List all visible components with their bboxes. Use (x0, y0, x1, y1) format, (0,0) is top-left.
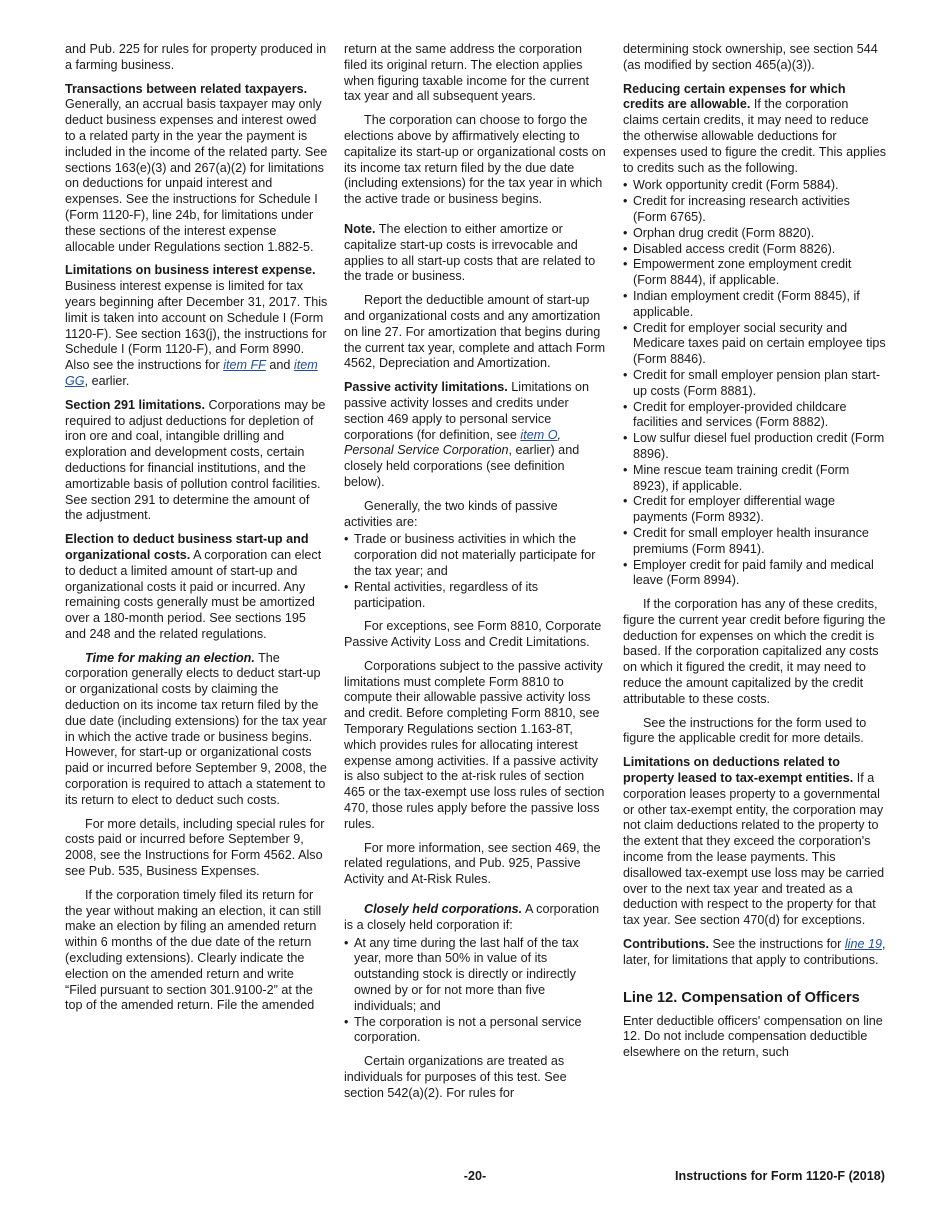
section-heading: Passive activity limitations. (344, 380, 508, 395)
section-text: Corporations may be required to adjust deductions for depletion of iron ore and coal, intangible drilling and exploration and development costs, certain deductions for financial institutions, and the amortizable basis of pollution control facilities. See section 291 to determine the amount of the adjustment. (65, 397, 326, 523)
column-3 (623, 42, 887, 1069)
paragraph: Enter deductible officers' compensation on line 12. Do not include compensation deductible elsewhere on the return, such (623, 1013, 883, 1060)
list-item: • The corporation is not a personal service corporation. (344, 1015, 608, 1047)
section-heading: Contributions. (623, 937, 710, 952)
section-text: A corporation can elect to deduct a limited amount of start-up and organizational costs it paid or incurred. Any remaining costs generally must be amortized over a 180-month period. See sections 195 and 248 and the related regulations. (65, 547, 322, 641)
related-taxpayers-section (65, 82, 328, 256)
time-election-section (65, 651, 328, 809)
paragraph: For exceptions, see Form 8810, Corporate Passive Activity Loss and Credit Limitations. (344, 619, 602, 650)
section-heading: Limitations on business interest expense. (65, 263, 316, 278)
line-12-heading: Line 12. Compensation of Officers (623, 989, 860, 1006)
paragraph: For more information, see section 469, the related regulations, and Pub. 925, Passive Activity and At-Risk Rules. (344, 840, 601, 887)
list-item: • Indian employment credit (Form 8845), if applicable. (623, 289, 887, 321)
section-heading: Reducing certain expenses for which credits are allowable. (623, 81, 846, 112)
list-item: • Trade or business activities in which the corporation did not materially participate for the tax year; and (344, 532, 608, 579)
list-item: • Low sulfur diesel fuel production credit (Form 8896). (623, 431, 887, 463)
conjunction: and (269, 358, 291, 373)
section-text: If the corporation claims certain credits, it may need to reduce the otherwise allowable deductions for expenses used to figure the credit. This applies to credits such as the following. (623, 97, 886, 175)
list-item: • Work opportunity credit (Form 5884). (623, 178, 887, 194)
section-text: If a corporation leases property to a governmental or other tax-exempt entity, the corporation may not claim deductions related to the property to the extent that they exceed the corporation's income from the lease payments. This disallowed tax-exempt use loss may be carried over to the next tax year and treated as a deduction with respect to the property for that tax year. See section 470(d) for exceptions. (623, 771, 885, 928)
paragraph: Report the deductible amount of start-up and organizational costs and any amortization on line 27. For amortization that begins during the current tax year, complete and attach Form 4562, Depreciation and Amortization. (344, 293, 606, 371)
list-item: • Disabled access credit (Form 8826). (623, 242, 887, 258)
list-item: • Empowerment zone employment credit (Form 8844), if applicable. (623, 257, 887, 289)
reducing-expenses-section (623, 82, 887, 177)
item-ff-link[interactable]: item FF (223, 358, 266, 373)
leased-property-section (623, 755, 887, 929)
emphasis-text: , Personal Service Corporation (344, 427, 561, 458)
section-text: Business interest expense is limited for tax years beginning after December 31, 2017. This limit is taken into account on Schedule I (Form 1120-F). See section 163(j), the instructions for Schedule I (Form 1120-F), and Form 8990. Also see the instructions for (65, 279, 328, 373)
list-item: • Credit for employer-provided childcare facilities and services (Form 8882). (623, 400, 887, 432)
section-text: , earlier) and closely held corporations (see definition below). (344, 443, 580, 489)
paragraph: If the corporation has any of these credits, figure the current year credit before figuring the deduction for expenses on which the credit is based. If the corporation capitalized any costs on which it figured the credit, it may need to reduce the amount capitalized by the credit attributable to these costs. (623, 597, 886, 706)
section-heading: Transactions between related taxpayers. (65, 81, 308, 96)
section-text-end: , earlier. (84, 373, 130, 388)
column-1 (65, 42, 328, 1022)
item-o-link[interactable]: item O (520, 427, 558, 442)
passive-kinds-list (344, 532, 608, 611)
line-19-link[interactable]: line 19 (844, 937, 882, 952)
section-heading: Limitations on deductions related to property leased to tax-exempt entities. (623, 755, 854, 786)
paragraph: For more details, including special rules for costs paid or incurred before September 9, 2008, see the Instructions for Form 4562. Also see Pub. 535, Business Expenses. (65, 816, 325, 879)
paragraph: return at the same address the corporation filed its original return. The election applies when figuring taxable income for the current tax year and all subsequent years. (344, 42, 590, 104)
subsection-heading: Closely held corporations. (364, 902, 523, 917)
section-heading: Section 291 limitations. (65, 397, 205, 412)
section-text: Limitations on passive activity losses and credits under section 469 apply to personal service corporations (for definition, see (344, 380, 589, 442)
list-item: • Credit for small employer health insurance premiums (Form 8941). (623, 526, 887, 558)
section-text: , later, for limitations that apply to contributions. (623, 937, 886, 967)
closely-held-list (344, 936, 608, 1047)
list-item: • Mine rescue team training credit (Form 8923), if applicable. (623, 463, 887, 495)
contributions-section (623, 937, 887, 969)
section-text: See the instructions for (712, 937, 842, 952)
page-number: -20- (463, 1169, 487, 1183)
section-text: The corporation generally elects to deduct start-up or organizational costs by claiming the deduction on its income tax return filed by the due date (including extensions) for the tax year in which the active trade or business begins. However, for start-up or organizational costs paid or incurred before September 9, 2008, the corporation is required to attach a statement to its return to elect to deduct such costs. (65, 650, 327, 807)
subsection-heading: Time for making an election. (85, 650, 255, 665)
section-291-section (65, 398, 328, 524)
list-item: • Credit for increasing research activities (Form 6765). (623, 194, 887, 226)
section-text: A corporation is a closely held corporation if: (344, 902, 600, 932)
list-item: • Credit for small employer pension plan start-up costs (Form 8881). (623, 368, 887, 400)
election-section (65, 532, 328, 643)
paragraph: Generally, the two kinds of passive activities are: (344, 498, 558, 529)
paragraph: The corporation can choose to forgo the elections above by affirmatively electing to capitalize its start-up or organizational costs on its income tax return filed by the due date (including extensions) for the tax year in which the active trade or business begins. (344, 113, 606, 207)
note-section (344, 222, 608, 285)
credits-list (623, 178, 887, 589)
paragraph: and Pub. 225 for rules for property produced in a farming business. (65, 42, 327, 72)
document-title: Instructions for Form 1120-F (2018) (675, 1169, 885, 1183)
section-heading: Election to deduct business start-up and organizational costs. (65, 532, 309, 562)
paragraph: Certain organizations are treated as individuals for purposes of this test. See section 542(a)(2). For rules for (344, 1054, 567, 1100)
business-interest-section (65, 263, 328, 389)
list-item: • Credit for employer differential wage payments (Form 8932). (623, 494, 887, 526)
section-text: The election to either amortize or capitalize start-up costs is irrevocable and applies to all start-up costs that are related to the trade or business. (344, 221, 596, 284)
paragraph: See the instructions for the form used to figure the applicable credit for more details. (623, 715, 867, 746)
list-item: • Orphan drug credit (Form 8820). (623, 226, 887, 242)
note-heading: Note. (344, 221, 376, 236)
item-gg-link[interactable]: item GG (65, 358, 318, 388)
paragraph: If the corporation timely filed its return for the year without making an election, it can still make an election by filing an amended return within 6 months of the due date of the return (excluding extensions). Clearly indicate the election on the amended return and write “Filed pursuant to section 301.9100-2” at the top of the amended return. File the amended (65, 887, 322, 1013)
paragraph: Corporations subject to the passive activity limitations must complete Form 8810 to compute their allowable passive activity loss and credit. Before completing Form 8810, see Temporary Regulations section 1.163-8T, which provides rules for allocating interest expense among activities. If a passive activity is also subject to the at-risk rules of section 465 or the tax-exempt use loss rules of section 470, those rules apply before the passive loss rules. (344, 658, 605, 831)
section-text: Generally, an accrual basis taxpayer may only deduct business expenses and interest owed to a related party in the year the payment is included in the income of the related party. See sections 163(e)(3) and 267(a)(2) for limitations on deductions for unpaid interest and expenses. See the instructions for Schedule I (Form 1120-F), line 24b, for limitations under these sections of the interest expense allocable under Regulations section 1.882-5. (65, 97, 328, 254)
passive-activity-section (344, 380, 608, 491)
list-item: • Credit for employer social security and Medicare taxes paid on certain employee tips (Form 8846). (623, 321, 887, 368)
closely-held-section (344, 902, 608, 934)
column-2 (344, 42, 608, 1110)
paragraph: determining stock ownership, see section 544 (as modified by section 465(a)(3)). (623, 42, 878, 72)
list-item: • Rental activities, regardless of its participation. (344, 580, 608, 612)
list-item: • At any time during the last half of the tax year, more than 50% in value of its outstanding stock is directly or indirectly owned by or for not more than five individuals; and (344, 936, 608, 1015)
list-item: • Employer credit for paid family and medical leave (Form 8994). (623, 558, 887, 590)
